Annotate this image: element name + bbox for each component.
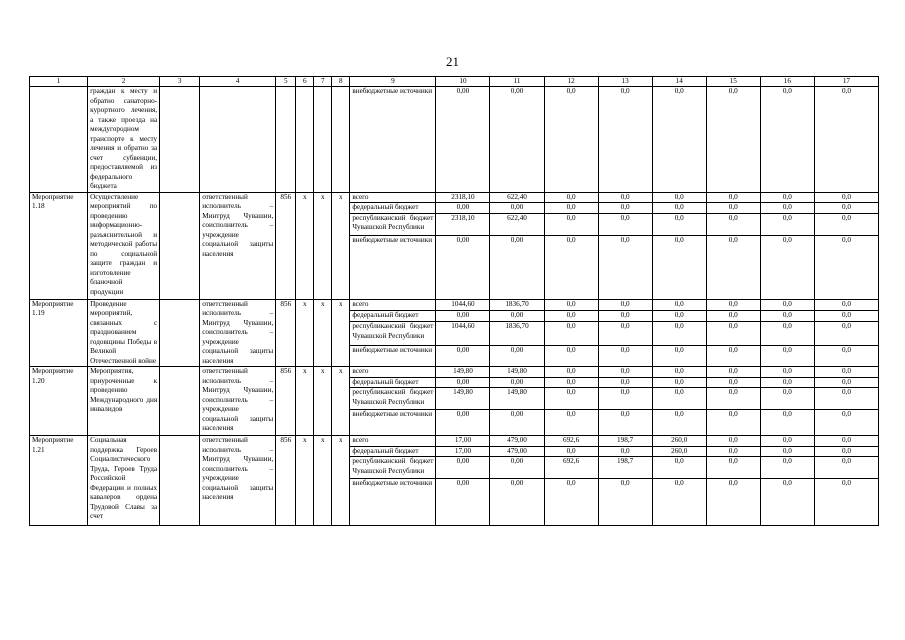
value-cell: 1836,70 bbox=[490, 299, 544, 310]
executor: ответственный исполнитель – Минтруд Чувашии, соисполнитель – учреждение социальной защиты населения bbox=[200, 299, 276, 367]
column-header: 12 bbox=[544, 77, 598, 87]
value-cell: 0,0 bbox=[652, 310, 706, 321]
value-cell: 0,0 bbox=[652, 367, 706, 378]
funding-source: федеральный бюджет bbox=[350, 203, 436, 214]
x-mark: x bbox=[314, 192, 332, 299]
value-cell: 0,0 bbox=[814, 410, 878, 436]
value-cell: 198,7 bbox=[598, 457, 652, 479]
value-cell: 0,0 bbox=[652, 213, 706, 235]
value-cell: 0,0 bbox=[652, 203, 706, 214]
value-cell: 0,0 bbox=[760, 203, 814, 214]
empty-cell bbox=[200, 87, 276, 193]
value-cell: 0,0 bbox=[706, 479, 760, 526]
measure-id: Мероприятие 1.19 bbox=[30, 299, 88, 367]
value-cell: 0,0 bbox=[652, 388, 706, 410]
value-cell: 0,0 bbox=[706, 192, 760, 203]
value-cell: 0,0 bbox=[544, 446, 598, 457]
value-cell: 0,0 bbox=[544, 410, 598, 436]
column-header: 2 bbox=[88, 77, 160, 87]
funding-source: внебюджетные источники bbox=[350, 479, 436, 526]
funding-source: республиканский бюджет Чувашской Республики bbox=[350, 457, 436, 479]
value-cell: 0,0 bbox=[814, 457, 878, 479]
budget-code: 856 bbox=[276, 192, 296, 299]
value-cell: 0,0 bbox=[706, 203, 760, 214]
value-cell: 0,0 bbox=[760, 436, 814, 447]
value-cell: 0,0 bbox=[760, 235, 814, 299]
value-cell: 0,0 bbox=[544, 367, 598, 378]
column-header: 11 bbox=[490, 77, 544, 87]
column-header: 15 bbox=[706, 77, 760, 87]
value-cell: 0,0 bbox=[706, 235, 760, 299]
value-cell: 0,0 bbox=[814, 322, 878, 346]
value-cell: 260,0 bbox=[652, 446, 706, 457]
value-cell: 0,0 bbox=[598, 322, 652, 346]
budget-code: 856 bbox=[276, 367, 296, 436]
value-cell: 0,0 bbox=[652, 346, 706, 367]
value-cell: 0,0 bbox=[760, 192, 814, 203]
value-cell: 0,0 bbox=[760, 346, 814, 367]
value-cell: 0,0 bbox=[814, 213, 878, 235]
value-cell: 0,00 bbox=[490, 310, 544, 321]
value-cell: 0,0 bbox=[814, 203, 878, 214]
value-cell: 0,0 bbox=[544, 346, 598, 367]
value-cell: 2318,10 bbox=[436, 192, 490, 203]
value-cell: 0,0 bbox=[814, 479, 878, 526]
column-header: 6 bbox=[296, 77, 314, 87]
value-cell: 0,00 bbox=[490, 457, 544, 479]
column-header: 1 bbox=[30, 77, 88, 87]
value-cell: 0,0 bbox=[814, 377, 878, 388]
column-header: 3 bbox=[160, 77, 200, 87]
value-cell: 0,0 bbox=[814, 388, 878, 410]
value-cell: 0,0 bbox=[544, 377, 598, 388]
measure-description: Социальная поддержка Героев Социалистического Труда, Героев Труда Российской Федерации и полных кавалеров ордена Трудовой Славы за счет bbox=[88, 436, 160, 526]
continuation-row bbox=[30, 87, 879, 193]
value-cell: 149,80 bbox=[436, 388, 490, 410]
value-cell: 0,0 bbox=[598, 479, 652, 526]
table-row bbox=[30, 192, 879, 203]
value-cell: 0,0 bbox=[706, 322, 760, 346]
value-cell: 0,0 bbox=[544, 203, 598, 214]
budget-code: 856 bbox=[276, 299, 296, 367]
table-row bbox=[30, 299, 879, 310]
value-cell: 0,00 bbox=[490, 203, 544, 214]
value-cell: 0,0 bbox=[652, 479, 706, 526]
value-cell: 479,00 bbox=[490, 446, 544, 457]
value-cell: 0,0 bbox=[706, 213, 760, 235]
value-cell: 0,0 bbox=[598, 410, 652, 436]
executor: ответственный исполнитель – Минтруд Чувашии, соисполнитель – учреждение социальной защиты населения bbox=[200, 436, 276, 526]
value-cell: 0,00 bbox=[436, 457, 490, 479]
funding-source: республиканский бюджет Чувашской Республики bbox=[350, 388, 436, 410]
column-header: 17 bbox=[814, 77, 878, 87]
column-header: 13 bbox=[598, 77, 652, 87]
x-mark: x bbox=[314, 436, 332, 526]
value-cell: 0,0 bbox=[814, 299, 878, 310]
value-cell: 0,0 bbox=[814, 446, 878, 457]
value-cell: 260,0 bbox=[652, 436, 706, 447]
value-cell: 0,0 bbox=[652, 87, 706, 193]
funding-source: внебюджетные источники bbox=[350, 346, 436, 367]
value-cell: 0,00 bbox=[490, 87, 544, 193]
value-cell: 0,0 bbox=[544, 235, 598, 299]
value-cell: 0,00 bbox=[436, 87, 490, 193]
funding-source: всего bbox=[350, 299, 436, 310]
value-cell: 0,0 bbox=[544, 310, 598, 321]
x-mark: x bbox=[296, 192, 314, 299]
value-cell: 0,0 bbox=[706, 457, 760, 479]
value-cell: 0,0 bbox=[544, 192, 598, 203]
measure-description: Осуществление мероприятий по проведению информационно-разъяснительной и методической работы по социальной защите граждан и изготовление бланочной продукции bbox=[88, 192, 160, 299]
value-cell: 0,0 bbox=[814, 235, 878, 299]
value-cell: 479,00 bbox=[490, 436, 544, 447]
value-cell: 0,0 bbox=[544, 322, 598, 346]
value-cell: 0,0 bbox=[706, 310, 760, 321]
value-cell: 0,0 bbox=[814, 310, 878, 321]
value-cell: 0,0 bbox=[598, 213, 652, 235]
value-cell: 0,00 bbox=[436, 410, 490, 436]
value-cell: 0,0 bbox=[706, 436, 760, 447]
value-cell: 0,0 bbox=[598, 346, 652, 367]
value-cell: 0,0 bbox=[652, 192, 706, 203]
empty-cell bbox=[160, 436, 200, 526]
value-cell: 0,0 bbox=[706, 346, 760, 367]
executor: ответственный исполнитель – Минтруд Чувашии, соисполнитель – учреждение социальной защиты населения bbox=[200, 192, 276, 299]
value-cell: 0,0 bbox=[706, 388, 760, 410]
value-cell: 0,0 bbox=[760, 457, 814, 479]
x-mark: x bbox=[314, 367, 332, 436]
value-cell: 0,0 bbox=[760, 410, 814, 436]
value-cell: 0,00 bbox=[436, 346, 490, 367]
x-mark: x bbox=[332, 367, 350, 436]
measure-description: Проведение мероприятий, связанных с празднованием годовщины Победы в Великой Отечественной войне bbox=[88, 299, 160, 367]
page-number: 21 bbox=[446, 54, 459, 69]
value-cell: 0,0 bbox=[706, 446, 760, 457]
value-cell: 0,00 bbox=[436, 310, 490, 321]
value-cell: 0,0 bbox=[706, 377, 760, 388]
value-cell: 0,0 bbox=[760, 479, 814, 526]
value-cell: 0,0 bbox=[598, 87, 652, 193]
funding-source: федеральный бюджет bbox=[350, 377, 436, 388]
x-mark: x bbox=[332, 192, 350, 299]
value-cell: 0,0 bbox=[598, 192, 652, 203]
empty-cell bbox=[160, 192, 200, 299]
value-cell: 0,0 bbox=[544, 479, 598, 526]
value-cell: 0,0 bbox=[598, 299, 652, 310]
funding-source: федеральный бюджет bbox=[350, 446, 436, 457]
value-cell: 0,0 bbox=[814, 87, 878, 193]
table-row bbox=[30, 436, 879, 447]
value-cell: 0,0 bbox=[760, 310, 814, 321]
value-cell: 0,0 bbox=[706, 299, 760, 310]
funding-source: республиканский бюджет Чувашской Республики bbox=[350, 322, 436, 346]
value-cell: 0,00 bbox=[490, 346, 544, 367]
funding-source: республиканский бюджет Чувашской Республики bbox=[350, 213, 436, 235]
value-cell: 0,00 bbox=[436, 203, 490, 214]
value-cell: 0,00 bbox=[490, 410, 544, 436]
funding-source: федеральный бюджет bbox=[350, 310, 436, 321]
funding-source: всего bbox=[350, 436, 436, 447]
funding-source: внебюджетные источники bbox=[350, 410, 436, 436]
value-cell: 0,0 bbox=[814, 367, 878, 378]
value-cell: 0,0 bbox=[598, 446, 652, 457]
value-cell: 0,0 bbox=[814, 346, 878, 367]
value-cell: 0,0 bbox=[760, 213, 814, 235]
value-cell: 0,0 bbox=[706, 367, 760, 378]
column-header: 9 bbox=[350, 77, 436, 87]
value-cell: 1044,60 bbox=[436, 322, 490, 346]
value-cell: 0,0 bbox=[652, 377, 706, 388]
x-mark: x bbox=[296, 299, 314, 367]
value-cell: 149,80 bbox=[436, 367, 490, 378]
value-cell: 0,0 bbox=[598, 310, 652, 321]
column-header: 5 bbox=[276, 77, 296, 87]
value-cell: 622,40 bbox=[490, 213, 544, 235]
value-cell: 692,6 bbox=[544, 436, 598, 447]
column-header: 14 bbox=[652, 77, 706, 87]
value-cell: 0,0 bbox=[652, 299, 706, 310]
value-cell: 692,6 bbox=[544, 457, 598, 479]
x-mark: x bbox=[296, 367, 314, 436]
value-cell: 2318,10 bbox=[436, 213, 490, 235]
value-cell: 0,0 bbox=[814, 192, 878, 203]
measure-description: Мероприятия, приуроченные к проведению Международного дня инвалидов bbox=[88, 367, 160, 436]
value-cell: 0,0 bbox=[598, 203, 652, 214]
empty-cell bbox=[160, 367, 200, 436]
value-cell: 0,0 bbox=[598, 235, 652, 299]
column-header: 10 bbox=[436, 77, 490, 87]
column-header: 7 bbox=[314, 77, 332, 87]
funding-source: внебюджетные источники bbox=[350, 87, 436, 193]
value-cell: 0,0 bbox=[598, 377, 652, 388]
x-mark: x bbox=[314, 299, 332, 367]
value-cell: 0,0 bbox=[706, 410, 760, 436]
x-mark: x bbox=[332, 299, 350, 367]
empty-cell bbox=[160, 87, 200, 193]
value-cell: 0,0 bbox=[706, 87, 760, 193]
value-cell: 0,0 bbox=[760, 322, 814, 346]
program-table bbox=[29, 76, 879, 526]
value-cell: 622,40 bbox=[490, 192, 544, 203]
funding-source: внебюджетные источники bbox=[350, 235, 436, 299]
value-cell: 0,0 bbox=[760, 299, 814, 310]
value-cell: 0,0 bbox=[760, 446, 814, 457]
empty-cell bbox=[314, 87, 332, 193]
column-header-row bbox=[30, 77, 879, 87]
value-cell: 0,0 bbox=[544, 87, 598, 193]
value-cell: 0,00 bbox=[436, 377, 490, 388]
value-cell: 0,0 bbox=[652, 410, 706, 436]
value-cell: 149,80 bbox=[490, 388, 544, 410]
measure-id-cell bbox=[30, 87, 88, 193]
value-cell: 0,0 bbox=[760, 367, 814, 378]
value-cell: 0,00 bbox=[436, 479, 490, 526]
value-cell: 0,0 bbox=[544, 388, 598, 410]
value-cell: 0,0 bbox=[598, 367, 652, 378]
value-cell: 149,80 bbox=[490, 367, 544, 378]
x-mark: x bbox=[332, 436, 350, 526]
value-cell: 0,00 bbox=[490, 235, 544, 299]
value-cell: 0,00 bbox=[490, 479, 544, 526]
value-cell: 0,00 bbox=[490, 377, 544, 388]
value-cell: 0,0 bbox=[652, 457, 706, 479]
funding-source: всего bbox=[350, 192, 436, 203]
value-cell: 0,0 bbox=[760, 377, 814, 388]
value-cell: 0,0 bbox=[814, 436, 878, 447]
executor: ответственный исполнитель – Минтруд Чувашии, соисполнитель – учреждение социальной защиты населения bbox=[200, 367, 276, 436]
empty-cell bbox=[276, 87, 296, 193]
empty-cell bbox=[296, 87, 314, 193]
empty-cell bbox=[160, 299, 200, 367]
column-header: 16 bbox=[760, 77, 814, 87]
value-cell: 0,0 bbox=[544, 213, 598, 235]
value-cell: 1836,70 bbox=[490, 322, 544, 346]
budget-code: 856 bbox=[276, 436, 296, 526]
value-cell: 0,0 bbox=[760, 87, 814, 193]
value-cell: 0,0 bbox=[760, 388, 814, 410]
measure-id: Мероприятие 1.20 bbox=[30, 367, 88, 436]
funding-source: всего bbox=[350, 367, 436, 378]
value-cell: 0,0 bbox=[652, 322, 706, 346]
value-cell: 17,00 bbox=[436, 436, 490, 447]
table-row bbox=[30, 367, 879, 378]
x-mark: x bbox=[296, 436, 314, 526]
value-cell: 0,0 bbox=[598, 388, 652, 410]
measure-id: Мероприятие 1.18 bbox=[30, 192, 88, 299]
value-cell: 0,0 bbox=[544, 299, 598, 310]
value-cell: 17,00 bbox=[436, 446, 490, 457]
column-header: 4 bbox=[200, 77, 276, 87]
column-header: 8 bbox=[332, 77, 350, 87]
value-cell: 0,0 bbox=[652, 235, 706, 299]
empty-cell bbox=[332, 87, 350, 193]
value-cell: 0,00 bbox=[436, 235, 490, 299]
value-cell: 1044,60 bbox=[436, 299, 490, 310]
value-cell: 198,7 bbox=[598, 436, 652, 447]
measure-description: граждан к месту и обратно санаторно-курортного лечения, а также проезда на междугородном транспорте к месту лечения и обратно за счет субвенции, предоставляемой из федерального бюджета bbox=[88, 87, 160, 193]
measure-id: Мероприятие 1.21 bbox=[30, 436, 88, 526]
